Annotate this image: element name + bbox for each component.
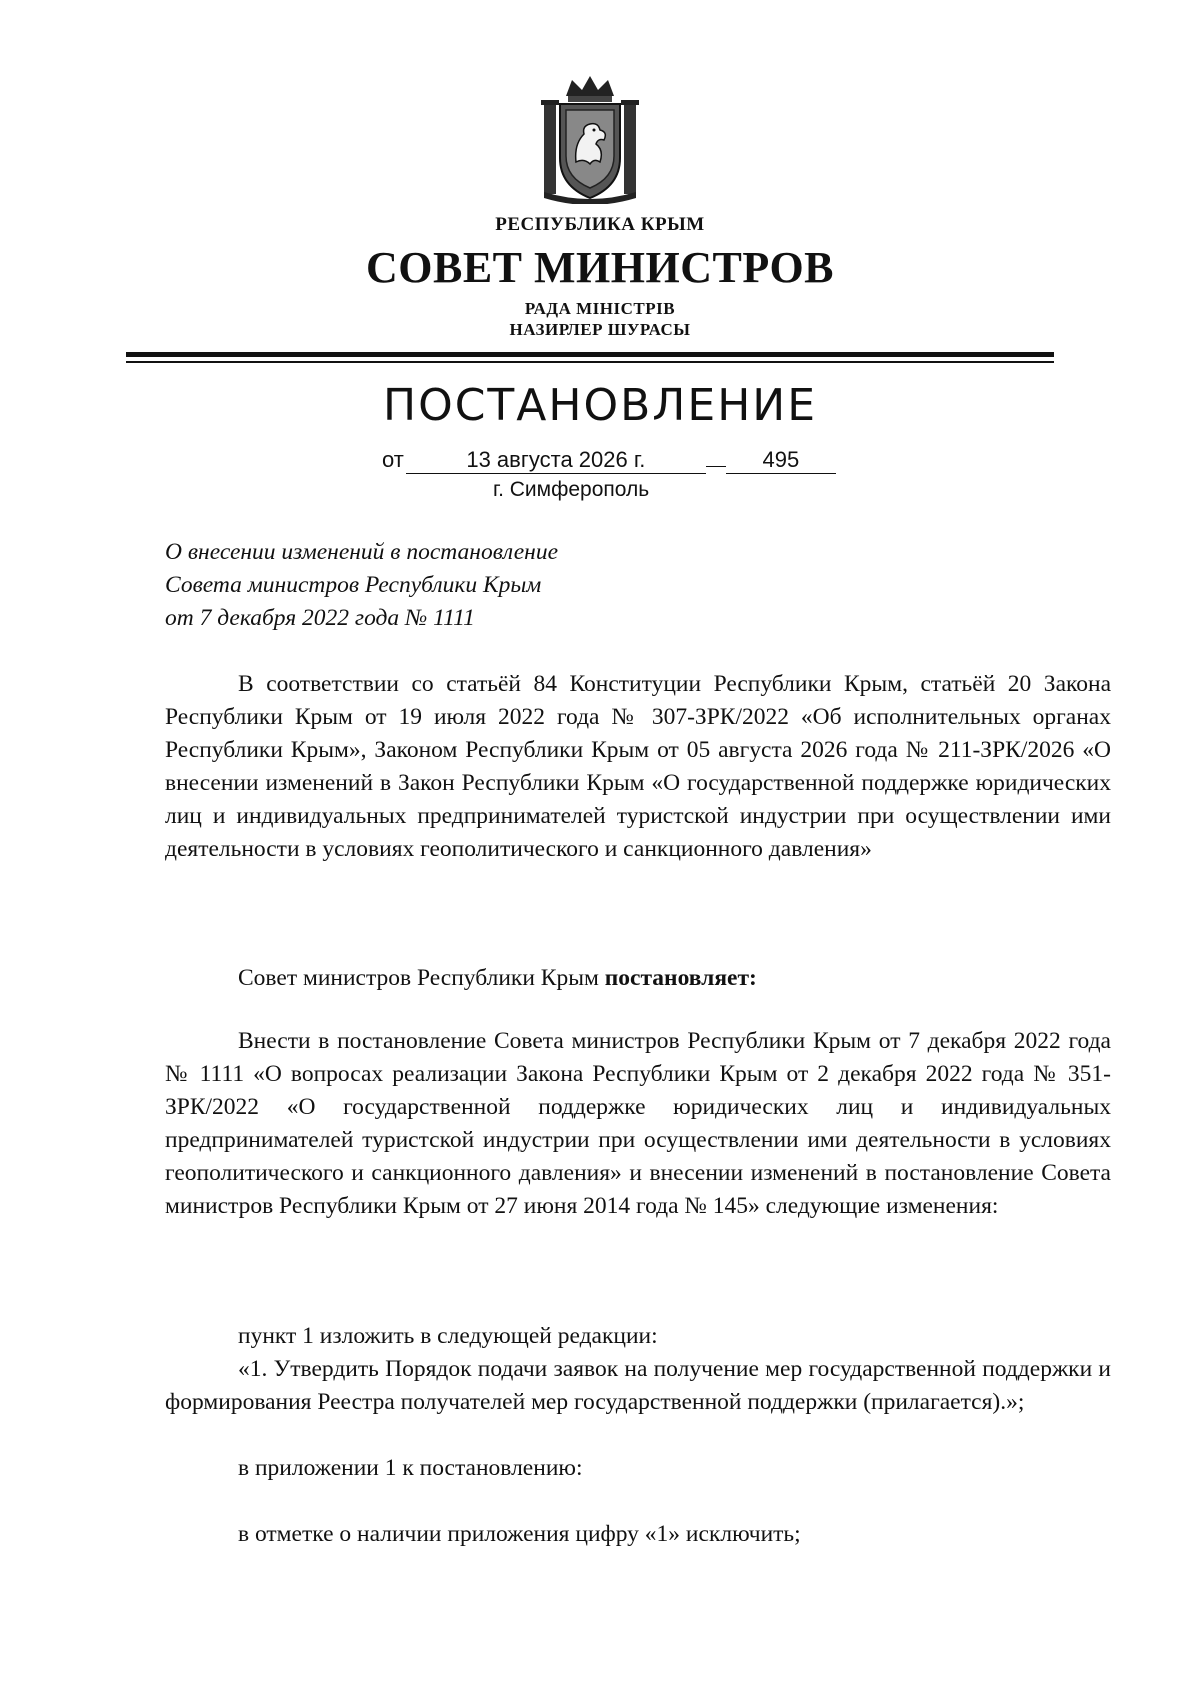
resolves-paragraph (165, 962, 1111, 995)
resolves-keyword: постановляет: (604, 965, 757, 991)
item1-intro: пункт 1 изложить в следующей редакции: (238, 1323, 658, 1349)
council-name: СОВЕТ МИНИСТРОВ (365, 243, 835, 292)
appendix-change: в отметке о наличии приложения цифру «1» исключить; (238, 1521, 801, 1547)
decree-dateline (382, 447, 836, 474)
header-divider-thin (126, 361, 1054, 363)
subject-line: Совета министров Республики Крым (165, 572, 542, 598)
header-divider-thick (126, 352, 1054, 357)
decree-city: г. Симферополь (493, 478, 650, 501)
decree-date: 13 августа 2026 г. (406, 447, 706, 474)
document-type-title: ПОСТАНОВЛЕНИЕ (382, 380, 817, 431)
resolves-lead: Совет министров Республики Крым (238, 965, 605, 991)
decree-subject (165, 536, 558, 635)
crimea-coat-of-arms-icon (538, 74, 642, 204)
item1-new-text: «1. Утвердить Порядок подачи заявок на получение мер государственной поддержки и формирования Реестра получателей мер государственной поддержки (прилагается).»; (165, 1356, 1111, 1415)
subject-line: О внесении изменений в постановление (165, 539, 559, 565)
council-name-ukrainian: РАДА МІНІСТРІВ (524, 299, 676, 318)
preamble-paragraph: В соответствии со статьёй 84 Конституции Республики Крым, статьёй 20 Закона Республики Крым от 19 июля 2022 года № 307-ЗРК/2022 «Об исполнительных органах Республики Крым», Законом Республики Крым от 05 августа 2026 года № 211-ЗРК/2026 «О внесении изменений в Закон Республики Крым «О государственной поддержке юридических лиц и индивидуальных предпринимателей туристской индустрии при осуществлении ими деятельности в условиях геополитического и санкционного давления» (165, 671, 1111, 862)
republic-name: РЕСПУБЛИКА КРЫМ (495, 214, 705, 235)
council-name-crimean-tatar: НАЗИРЛЕР ШУРАСЫ (509, 320, 691, 339)
subject-line: от 7 декабря 2022 года № 1111 (165, 605, 475, 631)
decree-number: 495 (726, 447, 836, 474)
amendment-paragraph: Внести в постановление Совета министров Республики Крым от 7 декабря 2022 года № 1111 «О вопросах реализации Закона Республики Крым от 2 декабря 2022 года № 351-ЗРК/2022 «О государственной поддержке юридических лиц и индивидуальных предпринимателей туристской индустрии при осуществлении ими деятельности в условиях геополитического и санкционного давления» и внесении изменений в постановление Совета министров Республики Крым от 27 июня 2014 года № 145» следующие изменения: (165, 1028, 1111, 1219)
appendix-intro: в приложении 1 к постановлению: (238, 1455, 583, 1481)
date-number-gap (706, 466, 726, 467)
date-prefix: от (382, 447, 404, 472)
